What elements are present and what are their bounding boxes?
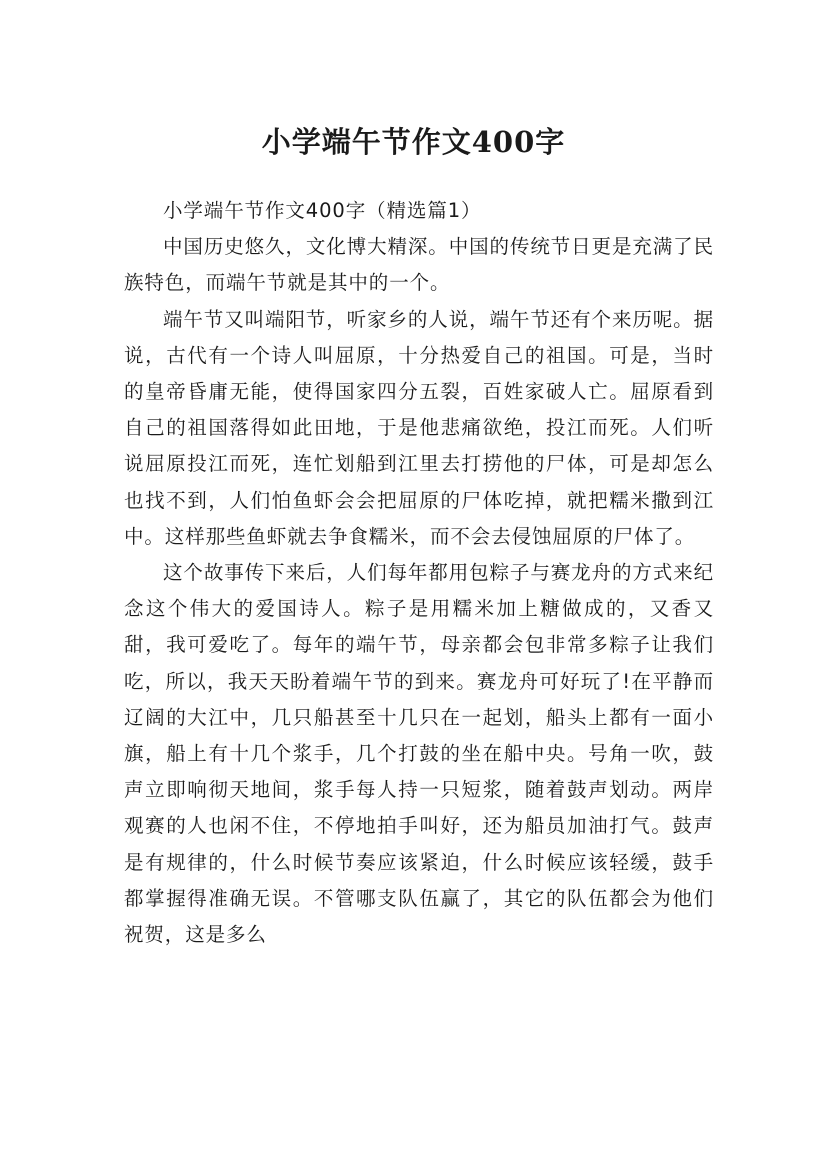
paragraph-3: 这个故事传下来后，人们每年都用包粽子与赛龙舟的方式来纪念这个伟大的爱国诗人。粽子是用糯米加上糖做成的，又香又甜，我可爱吃了。每年的端午节，母亲都会包非常多粽子让我们吃，所以，我天天盼着端午节的到来。赛龙舟可好玩了!在平静而辽阔的大江中，几只船甚至十几只在一起划，船头上都有一面小旗，船上有十几个浆手，几个打鼓的坐在船中央。号角一吹，鼓声立即响彻天地间，浆手每人持一只短浆，随着鼓声划动。两岸观赛的人也闲不住，不停地拍手叫好，还为船员加油打气。鼓声是有规律的，什么时候节奏应该紧迫，什么时候应该轻缓，鼓手都掌握得准确无误。不管哪支队伍赢了，其它的队伍都会为他们祝贺，这是多么 — [124, 561, 714, 947]
paragraph-1: 中国历史悠久，文化博大精深。中国的传统节日更是充满了民族特色，而端午节就是其中的一个。 — [124, 235, 714, 295]
paragraph-2: 端午节又叫端阳节，听家乡的人说，端午节还有个来历呢。据说，古代有一个诗人叫屈原，十分热爱自己的祖国。可是，当时的皇帝昏庸无能，使得国家四分五裂，百姓家破人亡。屈原看到自己的祖国落得如此田地，于是他悲痛欲绝，投江而死。人们听说屈原投江而死，连忙划船到江里去打捞他的尸体，可是却怎么也找不到，人们怕鱼虾会会把屈原的尸体吃掉，就把糯米撒到江中。这样那些鱼虾就去争食糯米，而不会去侵蚀屈原的尸体了。 — [124, 307, 714, 548]
section-heading: 小学端午节作文400字（精选篇1） — [163, 199, 482, 222]
document-body — [124, 193, 714, 953]
document-title: 小学端午节作文400字 — [261, 125, 566, 160]
